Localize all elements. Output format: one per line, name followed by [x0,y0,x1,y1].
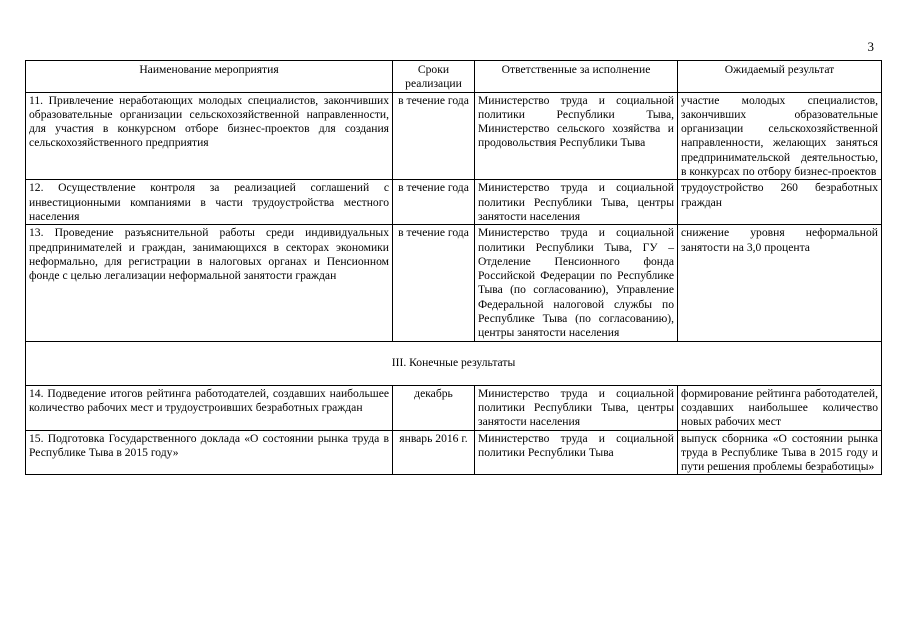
event-cell: 13. Проведение разъяснительной работы среди индивидуальных предпринимателей и граждан, занимающихся в секторах экономики неформально, для регистрации в налоговых органах и Пенсионном фонде с целью легализации неформальной занятости граждан [26,225,393,341]
section-title: III. Конечные результаты [26,341,882,385]
header-responsible: Ответственные за исполнение [475,61,678,93]
table-row [26,225,882,341]
deadline-cell: в течение года [393,225,475,341]
responsible-cell: Министерство труда и социальной политики Республики Тыва, центры занятости населения [475,180,678,225]
result-cell: формирование рейтинга работодателей, создавших наибольшее количество новых рабочих мест [678,385,882,430]
page-number: 3 [867,39,874,54]
table-header-row [26,61,882,93]
result-cell: снижение уровня неформальной занятости на 3,0 процента [678,225,882,341]
result-cell: участие молодых специалистов, закончивших образовательные организации сельскохозяйственной направленности, желающих заняться предпринимательской деятельностью, в конкурсах по отбору бизнес-проектов [678,92,882,180]
event-cell: 12. Осуществление контроля за реализацией соглашений с инвестиционными компаниями в части трудоустройства местного населения [26,180,393,225]
table-row [26,430,882,475]
header-deadline: Сроки реализации [393,61,475,93]
deadline-cell: январь 2016 г. [393,430,475,475]
event-cell: 14. Подведение итогов рейтинга работодателей, создавших наибольшее количество рабочих мест и трудоустроивших безработных граждан [26,385,393,430]
result-cell: трудоустройство 260 безработных граждан [678,180,882,225]
deadline-cell: в течение года [393,180,475,225]
responsible-cell: Министерство труда и социальной политики Республики Тыва, центры занятости населения [475,385,678,430]
responsible-cell: Министерство труда и социальной политики Республики Тыва, ГУ – Отделение Пенсионного фонда Российской Федерации по Республике Тыва (по согласованию), Управление Федеральной налоговой службы по Республике Тыва (по согласованию), центры занятости населения [475,225,678,341]
event-cell: 11. Привлечение неработающих молодых специалистов, закончивших образовательные организации сельскохозяйственной направленности, для участия в конкурсном отборе бизнес-проектов для создания сельскохозяйственного предприятия [26,92,393,180]
table-row [26,385,882,430]
section-header-row [26,341,882,385]
action-plan-table [25,60,882,475]
table-row [26,92,882,180]
result-cell: выпуск сборника «О состоянии рынка труда в Республике Тыва в 2015 году и пути решения проблемы безработицы» [678,430,882,475]
event-cell: 15. Подготовка Государственного доклада «О состоянии рынка труда в Республике Тыва в 2015 году» [26,430,393,475]
header-result: Ожидаемый результат [678,61,882,93]
responsible-cell: Министерство труда и социальной политики Республики Тыва, Министерство сельского хозяйства и продовольствия Республики Тыва [475,92,678,180]
responsible-cell: Министерство труда и социальной политики Республики Тыва [475,430,678,475]
table-row [26,180,882,225]
deadline-cell: в течение года [393,92,475,180]
deadline-cell: декабрь [393,385,475,430]
header-event: Наименование мероприятия [26,61,393,93]
